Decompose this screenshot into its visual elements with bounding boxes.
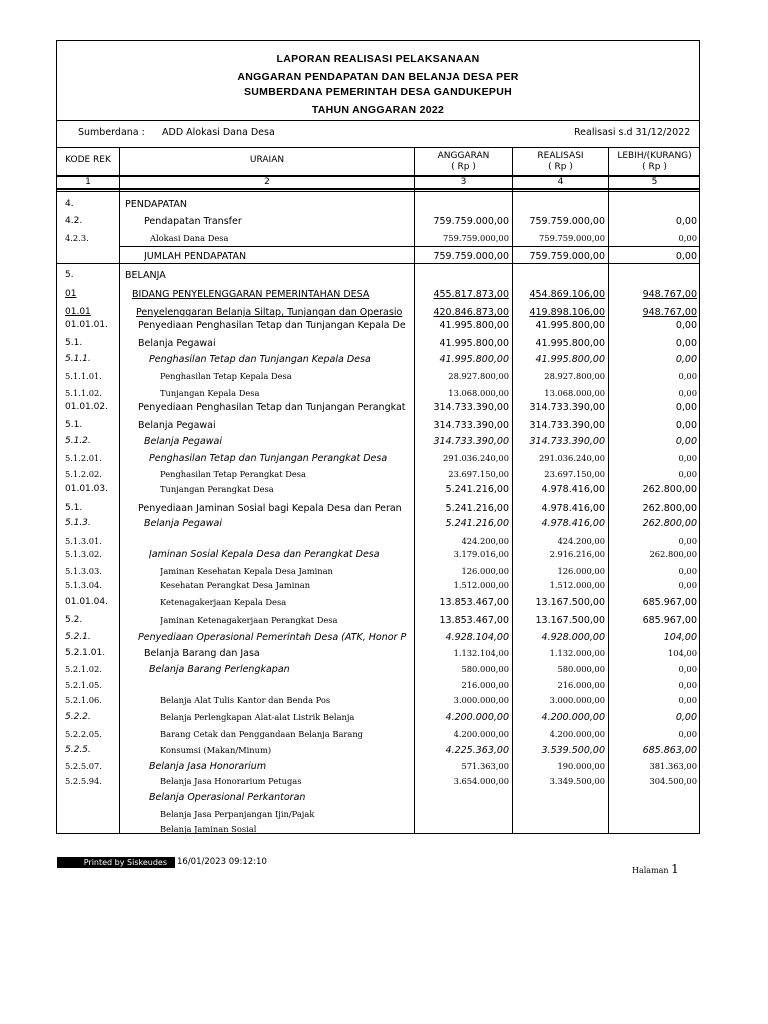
row-realisasi: 759.759.000,00	[529, 216, 605, 227]
row-lebih: 0,00	[678, 680, 697, 690]
column-divider	[119, 147, 120, 834]
row-uraian: Penyediaan Jaminan Sosial bagi Kepala Desa dan Peran	[138, 503, 402, 514]
row-uraian: Tunjangan Perangkat Desa	[160, 484, 274, 494]
row-realisasi: 454.869.106,00	[529, 289, 605, 300]
row-uraian: Belanja Pegawai	[144, 436, 222, 447]
row-lebih: 0,00	[678, 664, 697, 674]
report-title-line-1: LAPORAN REALISASI PELAKSANAAN	[276, 53, 480, 65]
row-lebih: 0,00	[678, 469, 697, 479]
row-realisasi: 23.697.150,00	[544, 469, 605, 479]
row-kode: 01.01	[65, 307, 91, 317]
row-anggaran: 28.927.800,00	[448, 371, 509, 381]
row-uraian: Belanja Operasional Perkantoran	[149, 792, 306, 803]
row-kode: 5.2.5.	[65, 745, 91, 755]
sumberdana-value: ADD Alokasi Dana Desa	[162, 127, 275, 138]
row-uraian: PENDAPATAN	[125, 199, 188, 210]
row-uraian: Penghasilan Tetap Kepala Desa	[160, 371, 292, 381]
row-lebih: 0,00	[678, 388, 697, 398]
row-lebih: 262.800,00	[642, 518, 697, 529]
row-anggaran: 41.995.800,00	[439, 320, 509, 331]
row-realisasi: 580.000,00	[557, 664, 605, 674]
col-number-4: 4	[557, 177, 564, 187]
col-number-5: 5	[651, 177, 658, 187]
row-kode: 5.1.2.01.	[65, 453, 102, 463]
row-kode: 4.2.	[65, 216, 83, 226]
row-realisasi: 41.995.800,00	[535, 320, 605, 331]
header-realisasi: REALISASI	[537, 151, 584, 161]
row-lebih: 262.800,00	[642, 484, 697, 495]
row-anggaran: 5.241.216,00	[445, 503, 509, 514]
row-uraian: Belanja Pegawai	[144, 518, 222, 529]
row-uraian: Jaminan Kesehatan Kepala Desa Jaminan	[160, 566, 333, 576]
row-lebih: 381.363,00	[649, 761, 697, 771]
row-anggaran: 13.853.467,00	[439, 615, 509, 626]
row-anggaran: 216.000,00	[461, 680, 509, 690]
divider	[57, 189, 699, 190]
row-kode: 01.01.02.	[65, 402, 108, 412]
row-anggaran: 455.817.873,00	[433, 289, 509, 300]
row-uraian: Penghasilan Tetap Perangkat Desa	[160, 469, 306, 479]
row-kode: 5.1.3.04.	[65, 580, 102, 590]
header-uraian: URAIAN	[249, 155, 285, 165]
divider	[56, 263, 700, 264]
row-anggaran: 571.363,00	[461, 761, 509, 771]
row-anggaran: 1.512.000,00	[453, 580, 509, 590]
row-kode: 5.2.5.07.	[65, 761, 102, 771]
row-lebih: 0,00	[678, 566, 697, 576]
row-anggaran: 5.241.216,00	[445, 484, 509, 495]
row-uraian: Belanja Jasa Perpanjangan Ijin/Pajak	[160, 809, 315, 819]
row-kode: 5.1.2.02.	[65, 469, 102, 479]
row-anggaran: 1.132.104,00	[453, 648, 509, 658]
header-lebih-unit: ( Rp )	[642, 162, 667, 172]
row-realisasi: 419.898.106,00	[529, 307, 605, 318]
row-realisasi: 13.068.000,00	[544, 388, 605, 398]
row-kode: 5.1.1.	[65, 354, 91, 364]
row-kode: 5.1.	[65, 503, 83, 513]
row-uraian: Belanja Barang Perlengkapan	[149, 664, 290, 675]
row-anggaran: 13.068.000,00	[448, 388, 509, 398]
row-anggaran: 759.759.000,00	[433, 216, 509, 227]
row-anggaran: 759.759.000,00	[443, 233, 509, 243]
row-lebih: 0,00	[675, 251, 697, 262]
header-anggaran: ANGGARAN	[437, 151, 490, 161]
row-anggaran: 4.225.363,00	[445, 745, 509, 756]
row-anggaran: 5.241.216,00	[445, 518, 509, 529]
row-realisasi: 41.995.800,00	[535, 338, 605, 349]
realisasi-period: Realisasi s.d 31/12/2022	[574, 127, 691, 138]
row-uraian: JUMLAH PENDAPATAN	[144, 251, 247, 262]
row-anggaran: 424.200,00	[461, 536, 509, 546]
row-uraian: Belanja Perlengkapan Alat-alat Listrik Belanja	[160, 712, 355, 722]
row-uraian: Belanja Pegawai	[138, 420, 216, 431]
row-anggaran: 314.733.390,00	[433, 402, 509, 413]
row-lebih: 685.967,00	[642, 615, 697, 626]
row-realisasi: 3.349.500,00	[549, 776, 605, 786]
row-kode: 5.1.3.03.	[65, 566, 102, 576]
row-realisasi: 41.995.800,00	[535, 354, 605, 365]
row-uraian: BIDANG PENYELENGGARAN PEMERINTAHAN DESA	[132, 289, 370, 300]
row-kode: 5.1.1.02.	[65, 388, 102, 398]
row-anggaran: 291.036.240,00	[443, 453, 509, 463]
row-lebih: 0,00	[675, 354, 697, 365]
report-title-line-2: ANGGARAN PENDAPATAN DAN BELANJA DESA PER	[237, 71, 519, 83]
row-uraian: Pendapatan Transfer	[144, 216, 242, 227]
row-uraian: Tunjangan Kepala Desa	[160, 388, 260, 398]
row-uraian: Belanja Alat Tulis Kantor dan Benda Pos	[160, 695, 331, 705]
row-anggaran: 41.995.800,00	[439, 338, 509, 349]
row-kode: 01	[65, 289, 77, 299]
row-anggaran: 314.733.390,00	[433, 420, 509, 431]
row-kode: 01.01.03.	[65, 484, 108, 494]
row-realisasi: 3.000.000,00	[549, 695, 605, 705]
row-kode: 5.2.1.01.	[65, 648, 106, 658]
row-lebih: 948.767,00	[642, 307, 697, 318]
row-lebih: 262.800,00	[649, 549, 697, 559]
row-anggaran: 23.697.150,00	[448, 469, 509, 479]
row-kode: 5.2.1.05.	[65, 680, 102, 690]
row-uraian: Alokasi Dana Desa	[150, 233, 229, 243]
row-lebih: 262.800,00	[642, 503, 697, 514]
row-anggaran: 13.853.467,00	[439, 597, 509, 608]
row-kode: 5.1.3.01.	[65, 536, 102, 546]
row-uraian: Belanja Jasa Honorarium Petugas	[160, 776, 302, 786]
row-kode: 5.1.3.02.	[65, 549, 102, 559]
row-realisasi: 4.978.416,00	[541, 484, 605, 495]
col-number-3: 3	[460, 177, 467, 187]
row-uraian: Barang Cetak dan Penggandaan Belanja Barang	[160, 729, 363, 739]
header-anggaran-unit: ( Rp )	[451, 162, 476, 172]
row-anggaran: 4.200.000,00	[445, 712, 509, 723]
header-lebih: LEBIH/(KURANG)	[617, 151, 692, 161]
row-anggaran: 4.200.000,00	[453, 729, 509, 739]
row-lebih: 0,00	[678, 233, 697, 243]
row-realisasi: 314.733.390,00	[529, 436, 605, 447]
row-realisasi: 291.036.240,00	[539, 453, 605, 463]
row-lebih: 0,00	[675, 338, 697, 349]
row-realisasi: 2.916.216,00	[549, 549, 605, 559]
header-realisasi-unit: ( Rp )	[548, 162, 573, 172]
row-lebih: 104,00	[667, 648, 697, 658]
row-lebih: 0,00	[678, 695, 697, 705]
row-kode: 5.1.	[65, 338, 83, 348]
row-realisasi: 28.927.800,00	[544, 371, 605, 381]
divider	[57, 147, 699, 148]
row-anggaran: 4.928.104,00	[445, 632, 509, 643]
row-kode: 5.2.5.94.	[65, 776, 102, 786]
row-kode: 4.	[65, 199, 74, 209]
row-uraian: Penghasilan Tetap dan Tunjangan Kepala Desa	[149, 354, 371, 365]
row-realisasi: 4.200.000,00	[549, 729, 605, 739]
divider	[57, 120, 699, 121]
row-kode: 5.1.3.	[65, 518, 91, 528]
row-lebih: 0,00	[678, 371, 697, 381]
row-anggaran: 580.000,00	[461, 664, 509, 674]
page-number: 1	[671, 862, 679, 876]
row-lebih: 0,00	[675, 436, 697, 447]
row-kode: 5.2.1.	[65, 632, 91, 642]
row-lebih: 104,00	[663, 632, 697, 643]
row-realisasi: 1.132.000,00	[549, 648, 605, 658]
row-anggaran: 3.000.000,00	[453, 695, 509, 705]
row-realisasi: 314.733.390,00	[529, 402, 605, 413]
report-title-line-3: SUMBERDANA PEMERINTAH DESA GANDUKEPUH	[244, 86, 512, 98]
row-realisasi: 190.000,00	[557, 761, 605, 771]
row-uraian: Jaminan Ketenagakerjaan Perangkat Desa	[160, 615, 338, 625]
row-lebih: 0,00	[678, 453, 697, 463]
row-uraian: Belanja Jasa Honorarium	[149, 761, 267, 772]
page-label: Halaman	[632, 866, 669, 875]
row-kode: 01.01.04.	[65, 597, 108, 607]
divider	[56, 175, 700, 176]
row-uraian: Penyediaan Operasional Pemerintah Desa (ATK, Honor P	[138, 632, 407, 643]
row-kode: 5.	[65, 270, 74, 280]
row-uraian: Konsumsi (Makan/Minum)	[160, 745, 272, 755]
print-timestamp: 16/01/2023 09:12:10	[177, 857, 267, 867]
header-kode: KODE REK	[65, 155, 111, 165]
row-lebih: 0,00	[675, 216, 697, 227]
report-title-line-4: TAHUN ANGGARAN 2022	[311, 104, 445, 116]
sumberdana-label: Sumberdana :	[78, 127, 145, 138]
row-uraian: Ketenagakerjaan Kepala Desa	[160, 597, 287, 607]
row-kode: 5.2.2.05.	[65, 729, 102, 739]
row-lebih: 0,00	[675, 712, 697, 723]
row-realisasi: 13.167.500,00	[535, 615, 605, 626]
divider	[56, 188, 700, 189]
row-kode: 01.01.01.	[65, 320, 108, 330]
row-anggaran: 41.995.800,00	[439, 354, 509, 365]
row-lebih: 0,00	[678, 580, 697, 590]
row-anggaran: 314.733.390,00	[433, 436, 509, 447]
row-kode: 5.1.	[65, 420, 83, 430]
row-kode: 5.2.2.	[65, 712, 91, 722]
col-number-2: 2	[264, 177, 270, 187]
row-uraian: Penyediaan Penghasilan Tetap dan Tunjangan Perangkat	[138, 402, 406, 413]
col-number-1: 1	[85, 177, 91, 187]
row-anggaran: 126.000,00	[461, 566, 509, 576]
row-realisasi: 4.200.000,00	[541, 712, 605, 723]
row-uraian: Penghasilan Tetap dan Tunjangan Perangkat Desa	[149, 453, 388, 464]
row-lebih: 685.967,00	[642, 597, 697, 608]
row-lebih: 304.500,00	[649, 776, 697, 786]
row-lebih: 0,00	[678, 536, 697, 546]
row-realisasi: 4.978.416,00	[541, 518, 605, 529]
row-realisasi: 314.733.390,00	[529, 420, 605, 431]
row-kode: 5.2.1.02.	[65, 664, 102, 674]
row-realisasi: 1.512.000,00	[549, 580, 605, 590]
row-anggaran: 420.846.873,00	[433, 307, 509, 318]
row-kode: 5.1.2.	[65, 436, 91, 446]
row-uraian: Belanja Jaminan Sosial	[160, 824, 257, 834]
row-kode: 5.2.1.06.	[65, 695, 102, 705]
row-realisasi: 4.928.000,00	[541, 632, 605, 643]
row-realisasi: 759.759.000,00	[529, 251, 605, 262]
row-kode: 4.2.3.	[65, 233, 89, 243]
row-uraian: Belanja Pegawai	[138, 338, 216, 349]
row-lebih: 0,00	[675, 420, 697, 431]
row-uraian: BELANJA	[125, 270, 166, 281]
row-realisasi: 3.539.500,00	[541, 745, 605, 756]
row-lebih: 0,00	[678, 729, 697, 739]
divider	[119, 246, 700, 247]
row-realisasi: 216.000,00	[557, 680, 605, 690]
row-lebih: 0,00	[675, 402, 697, 413]
row-kode: 5.1.1.01.	[65, 371, 102, 381]
row-realisasi: 759.759.000,00	[539, 233, 605, 243]
row-anggaran: 3.179.016,00	[453, 549, 509, 559]
page-indicator	[632, 862, 679, 876]
row-realisasi: 4.978.416,00	[541, 503, 605, 514]
printed-by-label: Printed by Siskeudes	[57, 857, 175, 868]
row-kode: 5.2.	[65, 615, 83, 625]
row-lebih: 0,00	[675, 320, 697, 331]
row-uraian: Kesehatan Perangkat Desa Jaminan	[160, 580, 311, 590]
row-realisasi: 126.000,00	[557, 566, 605, 576]
row-realisasi: 424.200,00	[557, 536, 605, 546]
divider	[56, 191, 700, 192]
row-uraian: Penyediaan Penghasilan Tetap dan Tunjangan Kepala De	[138, 320, 406, 331]
row-uraian: Jaminan Sosial Kepala Desa dan Perangkat Desa	[149, 549, 380, 560]
row-lebih: 685.863,00	[642, 745, 697, 756]
row-lebih: 948.767,00	[642, 289, 697, 300]
row-anggaran: 759.759.000,00	[433, 251, 509, 262]
row-realisasi: 13.167.500,00	[535, 597, 605, 608]
row-anggaran: 3.654.000,00	[453, 776, 509, 786]
row-uraian: Penyelenggaran Belanja Siltap, Tunjangan dan Operasio	[136, 307, 403, 318]
row-uraian: Belanja Barang dan Jasa	[144, 648, 260, 659]
